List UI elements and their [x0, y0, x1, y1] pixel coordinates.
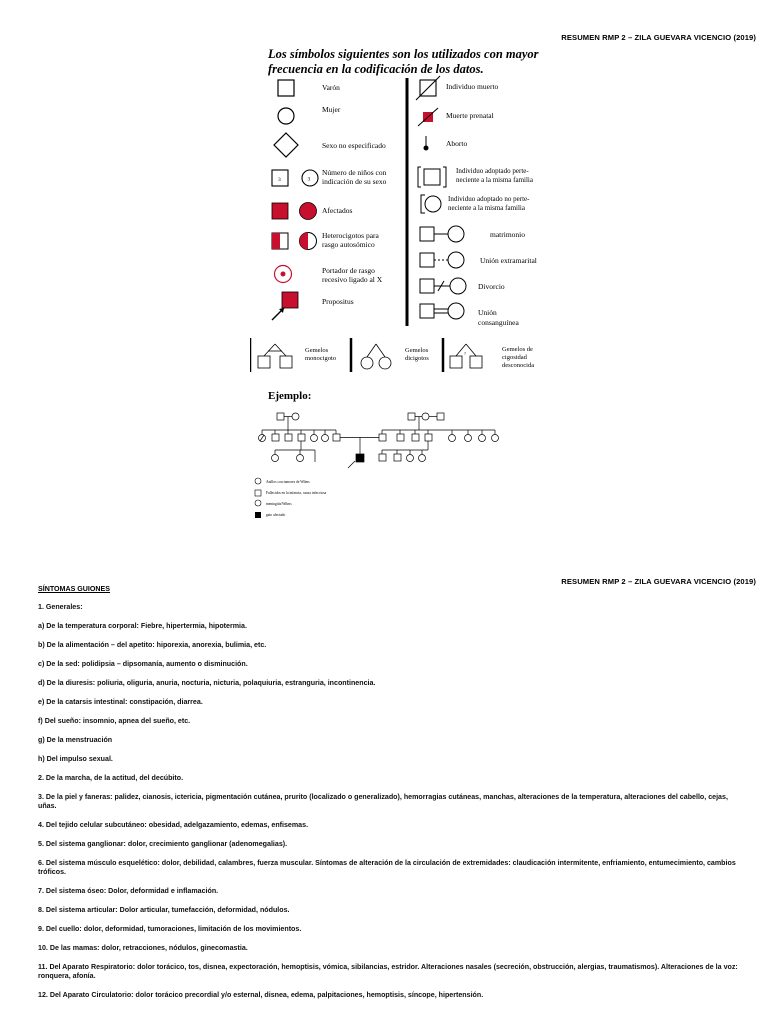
label-mujer: Mujer: [322, 105, 341, 114]
symptoms-section: [38, 585, 748, 1010]
legend-line-4: gato afectado: [266, 513, 286, 517]
label-gemelos-desc-1: Gemelos de: [502, 346, 533, 353]
symptom-item: 1. Generales:: [38, 603, 83, 611]
x-linked-carrier-dot: [281, 272, 286, 277]
legend-line-1: Anillos con tumores de Wilms: [266, 480, 310, 484]
unknown-zygosity-twins-symbol: [450, 344, 482, 368]
extramarital-female: [448, 252, 464, 268]
female-count-number: 3: [307, 176, 311, 183]
section-title: SÍNTOMAS GUIONES: [38, 585, 110, 593]
label-union-extramarital: Unión extramarital: [480, 256, 537, 265]
adopted-other-family-bracket: [421, 195, 425, 213]
page-header-1: RESUMEN RMP 2 – ZILA GUEVARA VICENCIO (2019): [561, 33, 756, 42]
propositus-symbol: [282, 292, 298, 308]
symptom-item: a) De la temperatura corporal: Fiebre, hipertermia, hipotermia.: [38, 622, 247, 630]
figure-title-line1: Los símbolos siguientes son los utilizados con mayor: [268, 47, 539, 61]
abortion-symbol: [424, 146, 429, 151]
symptom-item: 8. Del sistema articular: Dolor articular, tumefacción, deformidad, nódulos.: [38, 906, 290, 914]
symptom-item: h) Del impulso sexual.: [38, 755, 113, 763]
prenatal-death-slash: [418, 108, 438, 126]
adopted-same-family-brackets: [418, 167, 446, 187]
label-adoptado-no-2: neciente a la misma familia: [448, 204, 525, 212]
symptom-item: g) De la menstruación: [38, 736, 113, 744]
label-gemelos-mono-1: Gemelos: [305, 347, 329, 354]
heterozygous-male-fill: [272, 233, 280, 249]
legend-line-2: Fallecidos en la infancia, causa infecciosa: [266, 491, 327, 495]
symptom-item: f) Del sueño: insomnio, apnea del sueño, etc.: [38, 717, 191, 725]
symptom-item: d) De la diuresis: poliuria, oliguria, anuria, nocturia, nicturia, polaquiuria, estranguria, incontinencia.: [38, 679, 376, 687]
label-gemelos-desc-3: desconocida: [502, 362, 535, 369]
divorce-male: [420, 279, 434, 293]
symptom-item: 3. De la piel y faneras: palidez, cianosis, ictericia, pigmentación cutánea, prurito (localizado o generalizado), hemorragias cutáneas, manchas, alteraciones de la temperatura, alteraciones del cabello, cejas, uñas.: [38, 793, 728, 810]
label-adoptado-misma-2: neciente a la misma familia: [456, 176, 533, 184]
label-portador-2: recesivo ligado al X: [322, 275, 383, 284]
symptom-item: 4. Del tejido celular subcutáneo: obesidad, adelgazamiento, edemas, enfisemas.: [38, 821, 309, 829]
symptom-item: 11. Del Aparato Respiratorio: dolor torácico, tos, disnea, expectoración, hemoptisis, vómica, sibilancias, estridor. Alteraciones nasales (secreción, obstrucción, alergias, traumatismos). Alteraciones de la voz: ronquera, afonía.: [38, 963, 738, 980]
label-numero-hijos-1: Número de niños con: [322, 168, 387, 177]
pedigree-symbols-figure: [250, 38, 550, 528]
consanguineous-male: [420, 304, 434, 318]
label-portador-1: Portador de rasgo: [322, 266, 375, 275]
symptom-item: 10. De las mamas: dolor, retracciones, nódulos, ginecomastia.: [38, 944, 248, 952]
symptom-item: 5. Del sistema ganglionar: dolor, crecimiento ganglionar (adenomegalias).: [38, 840, 288, 848]
label-numero-hijos-2: indicación de su sexo: [322, 177, 387, 186]
marriage-male: [420, 227, 434, 241]
label-sexo-no-especificado: Sexo no especificado: [322, 141, 386, 150]
adopted-same-family-symbol: [424, 169, 440, 185]
symptom-item: 7. Del sistema óseo: Dolor, deformidad e inflamación.: [38, 887, 219, 895]
divorce-female: [450, 278, 466, 294]
female-symbol: [278, 108, 294, 124]
figure-title-line2: frecuencia en la codificación de los datos.: [268, 62, 484, 76]
label-adoptado-no-1: Individuo adoptado no perte-: [448, 195, 530, 203]
page-header-2: RESUMEN RMP 2 – ZILA GUEVARA VICENCIO (2019): [561, 577, 756, 586]
extramarital-male: [420, 253, 434, 267]
label-muerte-prenatal: Muerte prenatal: [446, 111, 494, 120]
affected-male-symbol: [272, 203, 288, 219]
symptom-item: 9. Del cuello: dolor, deformidad, tumoraciones, limitación de los movimientos.: [38, 925, 302, 933]
label-propositus: Propositus: [322, 297, 354, 306]
symptom-item: b) De la alimentación – del apetito: hiporexia, anorexia, bulimia, etc.: [38, 641, 267, 649]
label-adoptado-misma-1: Individuo adoptado perte-: [456, 167, 529, 175]
male-symbol: [278, 80, 294, 96]
male-count-number: 3: [278, 177, 281, 183]
ejemplo-heading: Ejemplo:: [268, 390, 312, 402]
example-pedigree: [259, 413, 499, 468]
symptom-item: 2. De la marcha, de la actitud, del decúbito.: [38, 774, 184, 782]
symptom-item: c) De la sed: polidipsia – dipsomanía, aumento o disminución.: [38, 660, 248, 668]
example-legend: [255, 478, 261, 518]
legend-line-3: meningitis/Wilms: [266, 502, 292, 506]
label-heterocigotos-2: rasgo autosómico: [322, 240, 375, 249]
label-gemelos-mono-2: monocigoto: [305, 355, 337, 362]
symptom-item: 6. Del sistema músculo esquelético: dolor, debilidad, calambres, fuerza muscular. Síntomas de alteración de la circulación de extremidades: claudicación intermitente, enfriamiento, entumecimiento, cambios tróficos.: [38, 859, 736, 876]
symptom-item: 12. Del Aparato Circulatorio: dolor torácico precordial y/o esternal, disnea, edema, palpitaciones, hemoptisis, síncope, hipertensión.: [38, 991, 484, 999]
label-gemelos-di-1: Gemelos: [405, 347, 429, 354]
label-union-2: consanguínea: [478, 318, 519, 327]
symptom-item: e) De la catarsis intestinal: constipación, diarrea.: [38, 698, 203, 706]
heterozygous-female-fill: [300, 233, 309, 250]
label-varon: Varón: [322, 83, 340, 92]
adopted-other-family-symbol: [425, 196, 441, 212]
monozygotic-twins-symbol: [258, 344, 292, 368]
svg-text:?: ?: [464, 351, 466, 356]
consanguineous-female: [448, 303, 464, 319]
label-union-1: Unión: [478, 308, 497, 317]
sex-unspecified-symbol: [274, 133, 298, 157]
label-divorcio: Divorcio: [478, 282, 505, 291]
dizygotic-twins-symbol: [361, 344, 391, 369]
label-individuo-muerto: Individuo muerto: [446, 82, 499, 91]
label-gemelos-desc-2: cigosidad: [502, 354, 527, 361]
label-matrimonio: matrimonio: [490, 230, 525, 239]
marriage-female: [448, 226, 464, 242]
label-heterocigotos-1: Heterocigotos para: [322, 231, 379, 240]
affected-female-symbol: [300, 203, 317, 220]
label-gemelos-di-2: dicigotos: [405, 355, 429, 362]
label-aborto: Aborto: [446, 139, 468, 148]
label-afectados: Afectados: [322, 206, 353, 215]
